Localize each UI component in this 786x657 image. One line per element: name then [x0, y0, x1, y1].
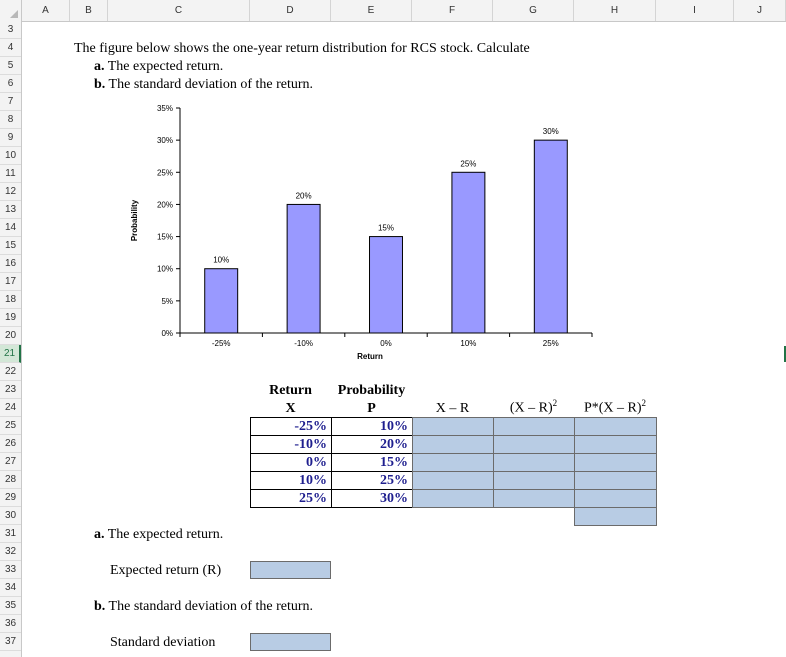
x-tick-label: -10%	[294, 339, 313, 348]
header-weighted-text: P*(X – R)	[583, 400, 642, 416]
problem-intro: The figure below shows the one-year return distribution for RCS stock. Calculate	[74, 41, 530, 56]
bar	[534, 140, 567, 333]
row-header-22[interactable]: 22	[0, 363, 21, 381]
weighted-squared-deviation-input[interactable]	[574, 471, 657, 490]
probability-cell[interactable]: 10%	[331, 417, 413, 436]
row-header-13[interactable]: 13	[0, 201, 21, 219]
y-axis-title: Probability	[130, 199, 139, 242]
deviation-input[interactable]	[412, 471, 494, 490]
row-header-34[interactable]: 34	[0, 579, 21, 597]
column-header-j[interactable]: J	[734, 0, 786, 21]
row-header-33[interactable]: 33	[0, 561, 21, 579]
x-tick-label: -25%	[211, 339, 231, 348]
squared-deviation-input[interactable]	[493, 435, 575, 454]
answer-b-text: The standard deviation of the return.	[108, 599, 314, 614]
row-header-27[interactable]: 27	[0, 453, 21, 471]
answer-part-a	[94, 527, 223, 543]
probability-cell[interactable]: 20%	[331, 435, 413, 454]
squared-deviation-input[interactable]	[493, 471, 575, 490]
weighted-squared-deviation-input[interactable]	[574, 417, 657, 436]
probability-cell[interactable]: 25%	[331, 471, 413, 490]
expected-return-input[interactable]	[250, 561, 331, 579]
y-tick-label: 35%	[156, 104, 173, 113]
row-header-19[interactable]: 19	[0, 309, 21, 327]
problem-a-label: a.	[94, 59, 105, 74]
row-header-24[interactable]: 24	[0, 399, 21, 417]
return-cell[interactable]: -25%	[250, 417, 332, 436]
header-squared-deviation-text: (X – R)	[509, 400, 553, 416]
row-header-6[interactable]: 6	[0, 75, 21, 93]
header-probability-symbol: P	[367, 401, 376, 416]
row-header-36[interactable]: 36	[0, 615, 21, 633]
standard-deviation-label: Standard deviation	[110, 635, 216, 650]
problem-b-label: b.	[94, 77, 106, 92]
bar	[287, 204, 320, 333]
row-header-37[interactable]: 37	[0, 633, 21, 651]
row-header-20[interactable]: 20	[0, 327, 21, 345]
x-tick-label: 25%	[542, 339, 559, 348]
column-header-c[interactable]: C	[108, 0, 250, 21]
column-header-b[interactable]: B	[70, 0, 108, 21]
weighted-squared-deviation-input[interactable]	[574, 489, 657, 508]
header-probability: Probability	[337, 383, 406, 398]
row-header-18[interactable]: 18	[0, 291, 21, 309]
bar-data-label: 20%	[295, 191, 312, 201]
header-squared-deviation-exponent: 2	[552, 398, 558, 408]
column-header-i[interactable]: I	[656, 0, 734, 21]
row-header-23[interactable]: 23	[0, 381, 21, 399]
row-header-29[interactable]: 29	[0, 489, 21, 507]
row-header-5[interactable]: 5	[0, 57, 21, 75]
header-weighted-squared-deviation	[574, 398, 656, 417]
column-header-a[interactable]: A	[22, 0, 70, 21]
row-header-3[interactable]: 3	[0, 21, 21, 39]
variance-sum-input[interactable]	[574, 507, 657, 526]
row-header-4[interactable]: 4	[0, 39, 21, 57]
x-tick-label: 0%	[380, 339, 392, 348]
y-tick-label: 25%	[156, 168, 173, 178]
answer-part-b	[94, 599, 313, 615]
return-cell[interactable]: 0%	[250, 453, 332, 472]
row-header-16[interactable]: 16	[0, 255, 21, 273]
squared-deviation-input[interactable]	[493, 489, 575, 508]
y-tick-label: 20%	[156, 200, 173, 210]
answer-a-text: The expected return.	[107, 527, 224, 542]
deviation-input[interactable]	[412, 417, 494, 436]
squared-deviation-input[interactable]	[493, 453, 575, 472]
return-cell[interactable]: 25%	[250, 489, 332, 508]
probability-cell[interactable]: 15%	[331, 453, 413, 472]
bar-data-label: 10%	[213, 255, 230, 265]
row-header-7[interactable]: 7	[0, 93, 21, 111]
row-header-14[interactable]: 14	[0, 219, 21, 237]
row-header-21[interactable]: 21	[0, 345, 21, 363]
column-header-g[interactable]: G	[493, 0, 574, 21]
weighted-squared-deviation-input[interactable]	[574, 435, 657, 454]
y-tick-label: 10%	[156, 264, 173, 274]
header-deviation: X – R	[435, 401, 470, 416]
row-header-32[interactable]: 32	[0, 543, 21, 561]
deviation-input[interactable]	[412, 453, 494, 472]
row-header-9[interactable]: 9	[0, 129, 21, 147]
row-header-26[interactable]: 26	[0, 435, 21, 453]
row-header-31[interactable]: 31	[0, 525, 21, 543]
row-header-8[interactable]: 8	[0, 111, 21, 129]
standard-deviation-input[interactable]	[250, 633, 331, 651]
bar	[370, 237, 403, 333]
bar	[205, 269, 238, 333]
deviation-input[interactable]	[412, 435, 494, 454]
y-tick-label: 5%	[161, 296, 173, 306]
row-header-30[interactable]: 30	[0, 507, 21, 525]
header-weighted-exponent: 2	[641, 398, 647, 408]
bar-data-label: 25%	[460, 159, 477, 169]
header-return: Return	[269, 383, 312, 398]
probability-cell[interactable]: 30%	[331, 489, 413, 508]
x-axis-title: Return	[357, 352, 383, 361]
row-header-15[interactable]: 15	[0, 237, 21, 255]
column-header-e[interactable]: E	[331, 0, 412, 21]
column-header-d[interactable]: D	[250, 0, 331, 21]
header-return-symbol: X	[285, 401, 296, 416]
return-cell[interactable]: -10%	[250, 435, 332, 454]
squared-deviation-input[interactable]	[493, 417, 575, 436]
weighted-squared-deviation-input[interactable]	[574, 453, 657, 472]
bar-data-label: 30%	[542, 127, 559, 137]
bar-data-label: 15%	[377, 223, 395, 233]
row-header-28[interactable]: 28	[0, 471, 21, 489]
header-squared-deviation	[493, 398, 574, 417]
x-tick-label: 10%	[460, 339, 477, 348]
row-header-12[interactable]: 12	[0, 183, 21, 201]
deviation-input[interactable]	[412, 489, 494, 508]
expected-return-label: Expected return (R)	[110, 563, 222, 578]
y-tick-label: 0%	[161, 329, 173, 338]
row-header-35[interactable]: 35	[0, 597, 21, 615]
row-header-10[interactable]: 10	[0, 147, 21, 165]
y-tick-label: 30%	[156, 136, 173, 146]
row-header-17[interactable]: 17	[0, 273, 21, 291]
row-header-11[interactable]: 11	[0, 165, 21, 183]
column-header-h[interactable]: H	[574, 0, 656, 21]
problem-b-text: The standard deviation of the return.	[108, 77, 314, 92]
answer-b-label: b.	[94, 599, 106, 614]
problem-a-text: The expected return.	[107, 59, 224, 74]
answer-a-label: a.	[94, 527, 105, 542]
row-header-25[interactable]: 25	[0, 417, 21, 435]
bar	[452, 172, 485, 333]
return-cell[interactable]: 10%	[250, 471, 332, 490]
column-header-f[interactable]: F	[412, 0, 493, 21]
y-tick-label: 15%	[156, 232, 173, 242]
